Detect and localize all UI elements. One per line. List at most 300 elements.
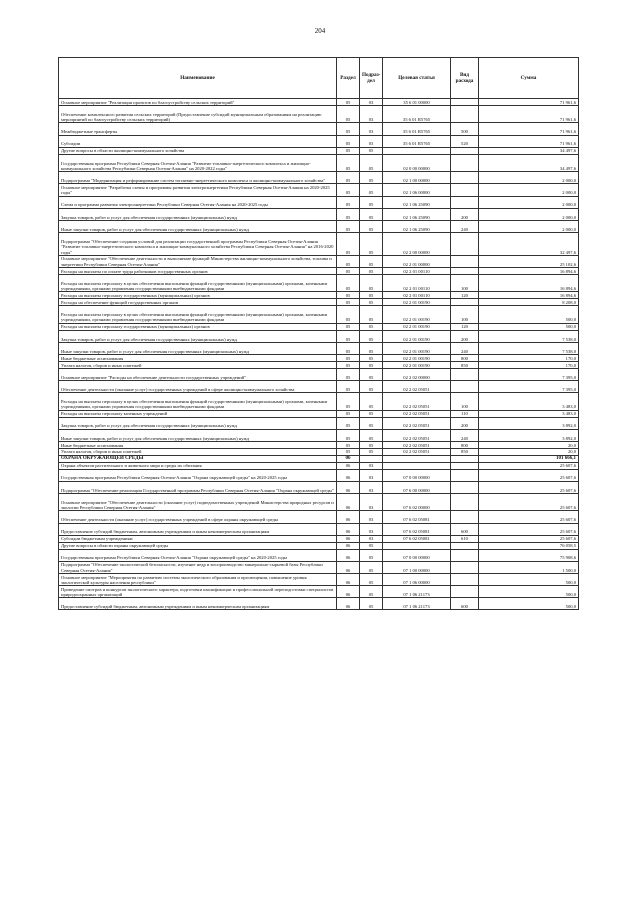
row-name-cell: Подпрограмма "Обеспечение экологической безопасности, изучение недр и воспроизводство минерально-сырьевой базы Республики Северная Осетия-Алания" (59, 561, 337, 573)
row-kind-cell (451, 561, 479, 573)
row-article-cell: 07 0 00 00000 (383, 549, 451, 561)
row-name-cell: Уплата налогов, сборов и иных платежей (59, 361, 337, 368)
row-sum-cell: 25 607,6 (479, 481, 579, 493)
row-article-cell: 07 1 06 21173 (383, 586, 451, 598)
header-kind: Вид расхода (451, 58, 479, 99)
table-row (59, 542, 579, 549)
row-section-cell: 06 (337, 561, 360, 573)
row-sum-cell: 71 961,6 (479, 105, 579, 123)
row-section-cell: 05 (337, 274, 360, 292)
row-sum-cell: 500,0 (479, 573, 579, 585)
row-sum-cell: 76 058,5 (479, 542, 579, 549)
row-article-cell: 02 2 02 05051 (383, 393, 451, 411)
row-subsection-cell: 05 (360, 299, 383, 306)
row-subsection-cell: 05 (360, 355, 383, 362)
row-subsection-cell: 05 (360, 586, 383, 598)
row-name-cell: Основное мероприятие "Обеспечение деятельности (оказание услуг) подведомственных учреждений Министерства природных ресурсов и экологии Республики Северная Осетия-Алания" (59, 493, 337, 511)
row-name-cell: Субсидии (59, 135, 337, 147)
row-kind-cell: 120 (451, 292, 479, 299)
row-article-cell: 02 2 01 00190 (383, 306, 451, 324)
row-section-cell: 05 (337, 323, 360, 330)
header-article: Целевая статья (383, 58, 451, 99)
row-kind-cell: 610 (451, 535, 479, 542)
row-subsection-cell: 05 (360, 542, 383, 549)
row-sum-cell: 101 666,1 (479, 455, 579, 462)
row-name-cell: Закупка товаров, работ и услуг для обеспечения государственных (муниципальных) нужд (59, 417, 337, 429)
row-article-cell: 07 6 02 05081 (383, 523, 451, 535)
row-subsection-cell (360, 455, 383, 462)
table-row (59, 535, 579, 542)
row-subsection-cell: 05 (360, 255, 383, 267)
row-subsection-cell: 05 (360, 220, 383, 232)
table-header-row (59, 58, 579, 99)
row-article-cell: 35 6 01 00000 (383, 99, 451, 106)
row-subsection-cell: 05 (360, 268, 383, 275)
row-sum-cell: 71 961,6 (479, 123, 579, 135)
row-section-cell: 05 (337, 154, 360, 172)
row-sum-cell: 170,0 (479, 355, 579, 362)
row-article-cell: 02 2 00 00000 (383, 233, 451, 256)
row-section-cell: 05 (337, 410, 360, 417)
table-row (59, 135, 579, 147)
row-name-cell: Другие вопросы в области охраны окружающей среды (59, 542, 337, 549)
row-kind-cell (451, 573, 479, 585)
row-kind-cell: 600 (451, 598, 479, 610)
row-subsection-cell: 05 (360, 306, 383, 324)
table-row (59, 361, 579, 368)
page-number: 204 (314, 27, 326, 35)
row-kind-cell: 520 (451, 135, 479, 147)
row-kind-cell (451, 105, 479, 123)
row-kind-cell: 240 (451, 429, 479, 441)
row-kind-cell: 800 (451, 355, 479, 362)
row-kind-cell: 800 (451, 441, 479, 448)
row-kind-cell (451, 586, 479, 598)
row-sum-cell: 75 908,6 (479, 549, 579, 561)
row-kind-cell: 850 (451, 361, 479, 368)
row-sum-cell: 20,0 (479, 441, 579, 448)
row-name-cell: Государственная программа Республики Северная Осетия-Алания "Развитие топливно-энергетического комплекса и жилищно-коммунального хозяйства Республики Северная Осетия-Алания" на 2020-2022 годы" (59, 154, 337, 172)
row-sum-cell: 16 894,6 (479, 292, 579, 299)
row-article-cell: 02 1 06 25090 (383, 208, 451, 220)
row-section-cell: 05 (337, 147, 360, 154)
row-section-cell: 05 (337, 361, 360, 368)
row-subsection-cell: 05 (360, 292, 383, 299)
row-section-cell: 05 (337, 99, 360, 106)
row-article-cell: 02 2 02 05051 (383, 410, 451, 417)
row-sum-cell: 3 483,0 (479, 410, 579, 417)
row-name-cell: Подпрограмма "Модернизация и реформирование систем топливно-энергетического комплекса и жилищно-коммунального хозяйства" (59, 172, 337, 184)
row-article-cell: 02 2 01 00000 (383, 255, 451, 267)
row-sum-cell: 500,0 (479, 586, 579, 598)
row-section-cell: 06 (337, 469, 360, 481)
table-row (59, 355, 579, 362)
row-kind-cell (451, 154, 479, 172)
row-subsection-cell: 03 (360, 481, 383, 493)
row-subsection-cell: 05 (360, 208, 383, 220)
row-name-cell: Охрана объектов растительного и животного мира и среды их обитания (59, 462, 337, 469)
table-row (59, 220, 579, 232)
row-sum-cell: 25 607,6 (479, 511, 579, 523)
row-section-cell: 05 (337, 123, 360, 135)
row-subsection-cell: 03 (360, 135, 383, 147)
row-article-cell: 02 2 02 05051 (383, 380, 451, 392)
row-name-cell: Основное мероприятие "Разработка схемы и программы развития электроэнергетики Республики Северная Осетия-Алания на 2020-2025 годы" (59, 184, 337, 196)
row-section-cell: 05 (337, 380, 360, 392)
row-section-cell: 06 (337, 493, 360, 511)
row-name-cell: Расходы на выплаты по оплате труда работников государственных органов (59, 268, 337, 275)
row-section-cell: 05 (337, 196, 360, 208)
row-sum-cell: 1 500,0 (479, 561, 579, 573)
header-sum: Сумма (479, 58, 579, 99)
row-section-cell: 06 (337, 598, 360, 610)
row-section-cell: 05 (337, 268, 360, 275)
row-section-cell: 05 (337, 330, 360, 342)
table-row (59, 493, 579, 511)
row-section-cell: 06 (337, 573, 360, 585)
row-section-cell: 06 (337, 523, 360, 535)
table-row (59, 448, 579, 455)
budget-table (58, 57, 579, 610)
row-name-cell: Обеспечение комплексного развития сельских территорий (Предоставление субсидий муниципальным образованиям на реализацию мероприятий по благоустройству сельских территорий) (59, 105, 337, 123)
row-article-cell: 02 2 02 05051 (383, 441, 451, 448)
row-article-cell (383, 455, 451, 462)
row-kind-cell (451, 368, 479, 380)
table-row (59, 586, 579, 598)
row-kind-cell: 120 (451, 323, 479, 330)
row-section-cell: 06 (337, 586, 360, 598)
table-row (59, 330, 579, 342)
row-kind-cell (451, 233, 479, 256)
row-subsection-cell: 05 (360, 196, 383, 208)
row-kind-cell: 240 (451, 220, 479, 232)
row-article-cell: 35 6 01 R5765 (383, 135, 451, 147)
row-kind-cell (451, 455, 479, 462)
row-kind-cell: 500 (451, 123, 479, 135)
row-sum-cell: 20,0 (479, 448, 579, 455)
row-subsection-cell: 05 (360, 233, 383, 256)
row-article-cell: 07 6 02 00000 (383, 493, 451, 511)
row-section-cell: 05 (337, 448, 360, 455)
row-kind-cell (451, 172, 479, 184)
row-sum-cell: 34 497,6 (479, 154, 579, 172)
row-name-cell: Государственная программа Республики Северная Осетия-Алания "Охрана окружающей среды" на 2020-2025 годы (59, 469, 337, 481)
row-name-cell: Обеспечение деятельности (оказание услуг) государственных учреждений в сфере жилищно-коммунального хозяйства (59, 380, 337, 392)
row-section-cell: 05 (337, 135, 360, 147)
row-kind-cell: 850 (451, 448, 479, 455)
row-name-cell: Расходы на выплаты персоналу в целях обеспечения выполнения функций государственными (муниципальными) органами, казенными учреждениями, органами управления государственными внебюджетными фондами (59, 306, 337, 324)
row-sum-cell: 25 607,6 (479, 469, 579, 481)
table-row (59, 184, 579, 196)
table-row (59, 561, 579, 573)
row-sum-cell: 2 000,0 (479, 220, 579, 232)
row-article-cell: 02 1 06 25090 (383, 220, 451, 232)
row-section-cell: 05 (337, 172, 360, 184)
table-row (59, 469, 579, 481)
row-article-cell: 35 6 01 R5765 (383, 123, 451, 135)
row-kind-cell: 100 (451, 393, 479, 411)
row-sum-cell: 500,0 (479, 598, 579, 610)
row-article-cell: 02 2 02 05051 (383, 448, 451, 455)
row-section-cell: 05 (337, 184, 360, 196)
row-section-cell: 05 (337, 355, 360, 362)
row-article-cell: 02 2 02 05051 (383, 417, 451, 429)
row-sum-cell: 2 000,0 (479, 172, 579, 184)
row-sum-cell: 71 961,6 (479, 99, 579, 106)
table-row (59, 323, 579, 330)
table-row (59, 410, 579, 417)
table-row (59, 99, 579, 106)
row-subsection-cell: 03 (360, 105, 383, 123)
row-kind-cell: 200 (451, 417, 479, 429)
row-name-cell: Государственная программа Республики Северная Осетия-Алания "Охрана окружающей среды" на 2020-2025 годы (59, 549, 337, 561)
row-kind-cell (451, 493, 479, 511)
row-name-cell: Субсидии бюджетным учреждениям (59, 535, 337, 542)
row-article-cell: 07 1 06 21173 (383, 598, 451, 610)
table-body (59, 99, 579, 610)
row-article-cell (383, 147, 451, 154)
row-name-cell: Иные закупки товаров, работ и услуг для обеспечения государственных (муниципальных) нужд (59, 220, 337, 232)
table-row (59, 598, 579, 610)
row-subsection-cell: 05 (360, 561, 383, 573)
table-row (59, 342, 579, 354)
row-section-cell: 05 (337, 208, 360, 220)
row-kind-cell (451, 299, 479, 306)
row-subsection-cell: 05 (360, 441, 383, 448)
table-row (59, 154, 579, 172)
header-section: Раздел (337, 58, 360, 99)
row-subsection-cell: 05 (360, 342, 383, 354)
table-row (59, 455, 579, 462)
header-subsection: Подраз-дел (360, 58, 383, 99)
row-name-cell: Расходы на выплаты персоналу государственных (муниципальных) органов (59, 323, 337, 330)
row-sum-cell: 3 892,0 (479, 429, 579, 441)
row-section-cell: 05 (337, 368, 360, 380)
row-article-cell: 02 1 00 00000 (383, 172, 451, 184)
row-subsection-cell: 03 (360, 469, 383, 481)
row-sum-cell: 25 607,6 (479, 535, 579, 542)
row-subsection-cell: 05 (360, 573, 383, 585)
row-subsection-cell: 05 (360, 448, 383, 455)
table-row (59, 255, 579, 267)
row-subsection-cell: 05 (360, 361, 383, 368)
row-article-cell: 07 1 00 00000 (383, 561, 451, 573)
row-name-cell: Закупка товаров, работ и услуг для обеспечения государственных (муниципальных) нужд (59, 208, 337, 220)
row-name-cell: Подпрограмма "Обеспечение создания условий для реализации государственной программы Республики Северная Осетия-Алания "Развитие топливно-энергетического комплекса и жилищно-коммунального хозяйства Республики Северная Осетия-Алания" на 2016-2020 годы" (59, 233, 337, 256)
row-name-cell: Закупка товаров, работ и услуг для обеспечения государственных (муниципальных) нужд (59, 330, 337, 342)
row-subsection-cell: 05 (360, 380, 383, 392)
row-article-cell: 02 2 01 00190 (383, 361, 451, 368)
row-kind-cell: 600 (451, 523, 479, 535)
row-sum-cell: 7 395,0 (479, 380, 579, 392)
row-article-cell: 07 6 02 05081 (383, 511, 451, 523)
table-row (59, 172, 579, 184)
row-sum-cell: 16 894,6 (479, 274, 579, 292)
row-article-cell: 07 1 06 00000 (383, 573, 451, 585)
row-name-cell: Обеспечение деятельности (оказание услуг) государственных учреждений в сфере охраны окружающей среды (59, 511, 337, 523)
row-name-cell: ОХРАНА ОКРУЖАЮЩЕЙ СРЕДЫ (59, 455, 337, 462)
row-subsection-cell: 05 (360, 417, 383, 429)
row-sum-cell: 2 000,0 (479, 184, 579, 196)
row-sum-cell: 32 497,6 (479, 233, 579, 256)
row-subsection-cell: 03 (360, 123, 383, 135)
table-row (59, 292, 579, 299)
row-name-cell: Расходы на выплаты персоналу казенных учреждений (59, 410, 337, 417)
table-row (59, 549, 579, 561)
row-sum-cell: 2 000,0 (479, 196, 579, 208)
table-row (59, 208, 579, 220)
row-kind-cell (451, 99, 479, 106)
row-kind-cell: 100 (451, 274, 479, 292)
row-article-cell: 07 0 00 00000 (383, 469, 451, 481)
row-section-cell: 05 (337, 105, 360, 123)
row-sum-cell: 2 000,0 (479, 208, 579, 220)
row-section-cell: 06 (337, 549, 360, 561)
row-kind-cell (451, 268, 479, 275)
row-section-cell: 05 (337, 306, 360, 324)
table-row (59, 573, 579, 585)
row-article-cell: 02 1 06 00000 (383, 184, 451, 196)
row-subsection-cell: 05 (360, 410, 383, 417)
row-sum-cell: 25 607,6 (479, 523, 579, 535)
table-row (59, 380, 579, 392)
row-kind-cell: 200 (451, 330, 479, 342)
row-section-cell: 06 (337, 542, 360, 549)
table-row (59, 105, 579, 123)
row-article-cell: 02 2 02 00000 (383, 368, 451, 380)
table-row (59, 417, 579, 429)
row-subsection-cell: 03 (360, 493, 383, 511)
row-section-cell: 06 (337, 462, 360, 469)
row-subsection-cell: 03 (360, 462, 383, 469)
row-subsection-cell: 03 (360, 523, 383, 535)
row-sum-cell: 25 607,6 (479, 493, 579, 511)
table-row (59, 196, 579, 208)
row-section-cell: 05 (337, 342, 360, 354)
row-article-cell: 07 6 02 05081 (383, 535, 451, 542)
row-sum-cell: 170,0 (479, 361, 579, 368)
row-kind-cell (451, 184, 479, 196)
row-subsection-cell: 03 (360, 511, 383, 523)
row-name-cell: Межбюджетные трансферты (59, 123, 337, 135)
row-name-cell: Другие вопросы в области жилищно-коммунального хозяйства (59, 147, 337, 154)
row-name-cell: Основное мероприятие "Мероприятия по развитию системы экологического образования и просвещения, повышение уровня экологической культуры населения республики" (59, 573, 337, 585)
table-row (59, 147, 579, 154)
row-subsection-cell: 05 (360, 330, 383, 342)
row-sum-cell: 3 483,0 (479, 393, 579, 411)
row-name-cell: Подпрограмма "Обеспечение реализации Государственной программы Республики Северная Осетия-Алания "Охрана окружающей среды" (59, 481, 337, 493)
row-name-cell: Основное мероприятие "Реализация проектов по благоустройству сельских территорий" (59, 99, 337, 106)
row-name-cell: Предоставление субсидий бюджетным, автономным учреждениям и иным некоммерческим организациям (59, 598, 337, 610)
row-name-cell: Схема и программа развития электроэнергетики Республики Северная Осетия-Алания на 2020-2025 годы (59, 196, 337, 208)
row-section-cell: 05 (337, 429, 360, 441)
row-article-cell: 02 2 01 00190 (383, 299, 451, 306)
row-sum-cell: 16 894,6 (479, 268, 579, 275)
row-article-cell: 02 2 01 00110 (383, 274, 451, 292)
row-name-cell: Расходы на выплаты персоналу в целях обеспечения выполнения функций государственными (муниципальными) органами, казенными учреждениями, органами управления государственными внебюджетными фондами (59, 274, 337, 292)
row-sum-cell: 25 607,6 (479, 462, 579, 469)
row-name-cell: Расходы на выплаты персоналу государственных (муниципальных) органов (59, 292, 337, 299)
table-row (59, 481, 579, 493)
row-subsection-cell: 05 (360, 147, 383, 154)
row-article-cell (383, 542, 451, 549)
row-subsection-cell: 05 (360, 274, 383, 292)
table-row (59, 123, 579, 135)
row-kind-cell: 100 (451, 306, 479, 324)
row-name-cell: Предоставление субсидий бюджетным, автономным учреждениям и иным некоммерческим организациям (59, 523, 337, 535)
row-article-cell: 07 6 00 00000 (383, 481, 451, 493)
row-section-cell: 06 (337, 511, 360, 523)
row-name-cell: Основное мероприятие "Расходы на обеспечение деятельности государственных учреждений" (59, 368, 337, 380)
row-article-cell: 02 0 00 00000 (383, 154, 451, 172)
row-sum-cell: 34 497,6 (479, 147, 579, 154)
row-section-cell: 05 (337, 393, 360, 411)
row-sum-cell: 7 538,0 (479, 330, 579, 342)
row-subsection-cell: 03 (360, 535, 383, 542)
row-article-cell: 02 2 01 00190 (383, 330, 451, 342)
row-kind-cell: 240 (451, 342, 479, 354)
table-row (59, 429, 579, 441)
row-subsection-cell: 05 (360, 323, 383, 330)
row-article-cell: 02 2 01 00110 (383, 268, 451, 275)
row-subsection-cell: 05 (360, 429, 383, 441)
row-section-cell: 05 (337, 292, 360, 299)
row-subsection-cell: 05 (360, 368, 383, 380)
table-row (59, 274, 579, 292)
row-name-cell: Уплата налогов, сборов и иных платежей (59, 448, 337, 455)
table-row (59, 268, 579, 275)
row-name-cell: Основное мероприятие "Обеспечение деятельности и выполнение функций Министерства жилищно-коммунального хозяйства, топлива и энергетики Республики Северная Осетия-Алания" (59, 255, 337, 267)
table-row (59, 306, 579, 324)
row-kind-cell (451, 469, 479, 481)
row-sum-cell: 25 102,6 (479, 255, 579, 267)
row-article-cell: 02 2 01 00110 (383, 292, 451, 299)
row-kind-cell: 200 (451, 208, 479, 220)
row-kind-cell (451, 255, 479, 267)
row-sum-cell: 3 892,0 (479, 417, 579, 429)
row-article-cell: 02 2 01 00190 (383, 355, 451, 362)
row-section-cell: 06 (337, 481, 360, 493)
row-name-cell: Иные бюджетные ассигнования (59, 355, 337, 362)
row-subsection-cell: 05 (360, 172, 383, 184)
row-section-cell: 06 (337, 455, 360, 462)
row-article-cell: 02 2 02 05051 (383, 429, 451, 441)
row-kind-cell (451, 380, 479, 392)
table-row (59, 511, 579, 523)
row-section-cell: 05 (337, 299, 360, 306)
row-sum-cell: 8 208,0 (479, 299, 579, 306)
row-sum-cell: 7 395,0 (479, 368, 579, 380)
table-row (59, 523, 579, 535)
row-article-cell: 35 6 01 R5765 (383, 105, 451, 123)
row-section-cell: 05 (337, 220, 360, 232)
row-sum-cell: 500,0 (479, 306, 579, 324)
row-subsection-cell: 05 (360, 549, 383, 561)
table-row (59, 393, 579, 411)
row-article-cell: 02 1 06 25090 (383, 196, 451, 208)
table-row (59, 233, 579, 256)
row-kind-cell (451, 542, 479, 549)
row-name-cell: Расходы на выплаты персоналу в целях обеспечения выполнения функций государственными (муниципальными) органами, казенными учреждениями, органами управления государственными внебюджетными фондами (59, 393, 337, 411)
table-row (59, 441, 579, 448)
header-name: Наименование (59, 58, 337, 99)
row-subsection-cell: 05 (360, 184, 383, 196)
row-name-cell: Иные закупки товаров, работ и услуг для обеспечения государственных (муниципальных) нужд (59, 342, 337, 354)
row-kind-cell (451, 147, 479, 154)
row-article-cell: 02 2 01 00190 (383, 323, 451, 330)
row-section-cell: 06 (337, 535, 360, 542)
row-name-cell: Проведение смотров и конкурсов экологического характера, подготовки квалификации и профессиональной переподготовки специалистов природоохранных организаций (59, 586, 337, 598)
